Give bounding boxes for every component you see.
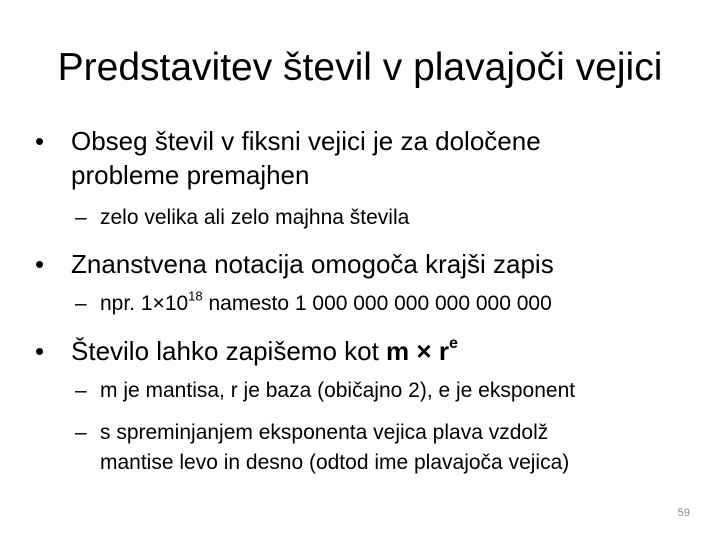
example-base: 10	[164, 292, 189, 315]
bullet-scientific-notation	[35, 247, 690, 281]
sub-bullet-text: zelo velika ali zelo majhna števila	[100, 206, 410, 229]
sub-bullet-dash: –	[75, 292, 87, 315]
bullet-text-line-1: Obseg števil v fiksni vejici je za določene	[71, 126, 541, 156]
example-suffix: namesto 1 000 000 000 000 000 000	[202, 292, 552, 315]
sub-bullet-text: m je mantisa, r je baza (običajno 2), e je eksponent	[100, 379, 576, 402]
times-symbol: ×	[152, 292, 165, 315]
bullet-dot: •	[35, 126, 45, 156]
page-number: 59	[677, 507, 690, 519]
sub-bullet-mantissa-definition	[75, 376, 695, 406]
sub-bullet-dash: –	[75, 379, 87, 402]
formula-m: m	[386, 336, 410, 366]
formula-e: e	[448, 333, 458, 352]
bullet-fixed-point-range	[35, 124, 690, 192]
bullet-dot: •	[35, 249, 45, 279]
example-prefix: npr. 1	[100, 292, 153, 315]
slide-title: Predstavitev števil v plavajoči vejici	[57, 46, 663, 89]
sub-bullet-floating-point-explanation	[75, 418, 695, 478]
sub-bullet-example	[75, 289, 695, 319]
bullet-text	[35, 334, 690, 368]
sub-bullet-text	[75, 289, 695, 319]
sub-bullet-text-line-1: s spreminjanjem eksponenta vejica plava vzdolž	[100, 421, 549, 444]
formula-prefix: Število lahko zapišemo kot	[71, 336, 387, 366]
bullet-dot: •	[35, 336, 45, 366]
formula-times: ×	[416, 336, 432, 366]
sub-bullet-large-small-numbers	[75, 203, 695, 233]
sub-bullet-dash: –	[75, 421, 87, 444]
bullet-text-line-2: probleme premajhen	[71, 160, 310, 190]
formula-r: r	[438, 336, 449, 366]
sub-bullet-text-line-2: mantise levo in desno (odtod ime plavajoča vejica)	[100, 451, 570, 474]
sub-bullet-dash: –	[75, 206, 87, 229]
bullet-number-representation	[35, 334, 690, 368]
bullet-text: Znanstvena notacija omogoča krajši zapis	[71, 249, 554, 279]
example-exponent: 18	[188, 288, 203, 304]
